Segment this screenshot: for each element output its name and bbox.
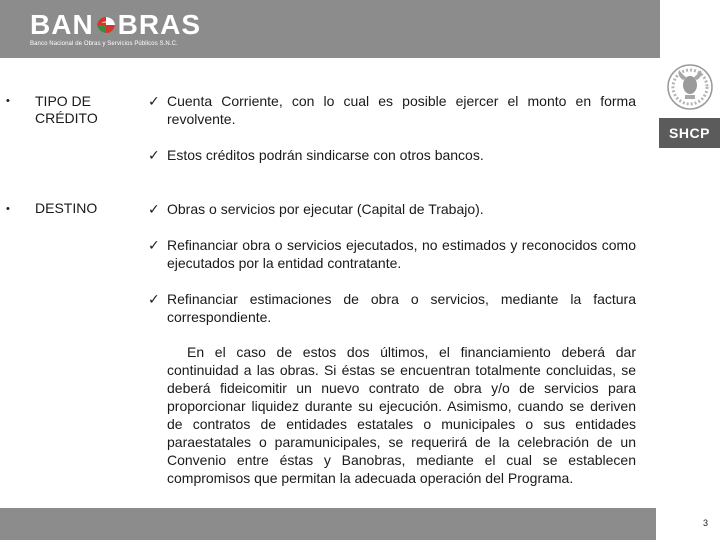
- label-line: DESTINO: [35, 200, 98, 216]
- checkmark-icon: ✓: [148, 201, 160, 217]
- list-item: [148, 290, 636, 326]
- logo-subtitle: Banco Nacional de Obras y Servicios Públicos S.N.C.: [30, 41, 178, 47]
- list-item: [148, 146, 636, 164]
- checkmark-icon: ✓: [148, 237, 160, 253]
- shcp-badge: SHCP: [659, 118, 720, 148]
- list-item: [148, 92, 636, 128]
- checkmark-icon: ✓: [148, 93, 160, 109]
- label-line: TIPO DE: [35, 93, 92, 109]
- label-line: CRÉDITO: [35, 110, 98, 126]
- checkmark-icon: ✓: [148, 291, 160, 307]
- logo-text-bras: BRAS: [117, 9, 202, 40]
- mexico-seal-icon: [665, 60, 715, 115]
- list-item: [148, 236, 636, 272]
- page-number-box: [657, 508, 720, 540]
- list-item-text: Refinanciar estimaciones de obra o servicios, mediante la factura correspondiente.: [167, 291, 636, 325]
- logo-text-ban: BAN: [30, 9, 94, 40]
- header-bar: [0, 0, 660, 58]
- destino-paragraph: En el caso de estos dos últimos, el financiamiento deberá dar continuidad a las obras. Si éstas se encuentran totalmente concluidas, se deberá fideicomitir un nuevo contrato de obra y/o de servicios para proporcionar liquidez durante su ejecución. Asimismo, cuando se deriven de contratos de entidades estatales o municipales o sus entidades paraestatales o paramunicipales, se requerirá de la celebración de un Convenio entre éstas y Banobras, mediante el cual se establecen compromisos que permitan la adecuada operación del Programa.: [167, 344, 636, 486]
- list-item: [148, 200, 636, 218]
- bullet-icon: •: [6, 95, 10, 107]
- list-item-text: Estos créditos podrán sindicarse con otros bancos.: [167, 147, 484, 163]
- checkmark-icon: ✓: [148, 147, 160, 163]
- label-destino: [35, 200, 97, 217]
- footer-bar: [0, 508, 656, 540]
- list-item-text: Refinanciar obra o servicios ejecutados, no estimados y reconocidos como ejecutados por la entidad contratante.: [167, 237, 636, 271]
- banobras-logo: [30, 10, 201, 47]
- page-number: 3: [702, 518, 708, 528]
- list-item-text: Cuenta Corriente, con lo cual es posible ejercer el monto en forma revolvente.: [167, 93, 636, 127]
- banobras-logo-icon: [95, 14, 117, 36]
- list-item-text: Obras o servicios por ejecutar (Capital de Trabajo).: [167, 201, 484, 217]
- bullet-icon: •: [6, 203, 10, 215]
- label-tipo-de-credito: [35, 93, 98, 127]
